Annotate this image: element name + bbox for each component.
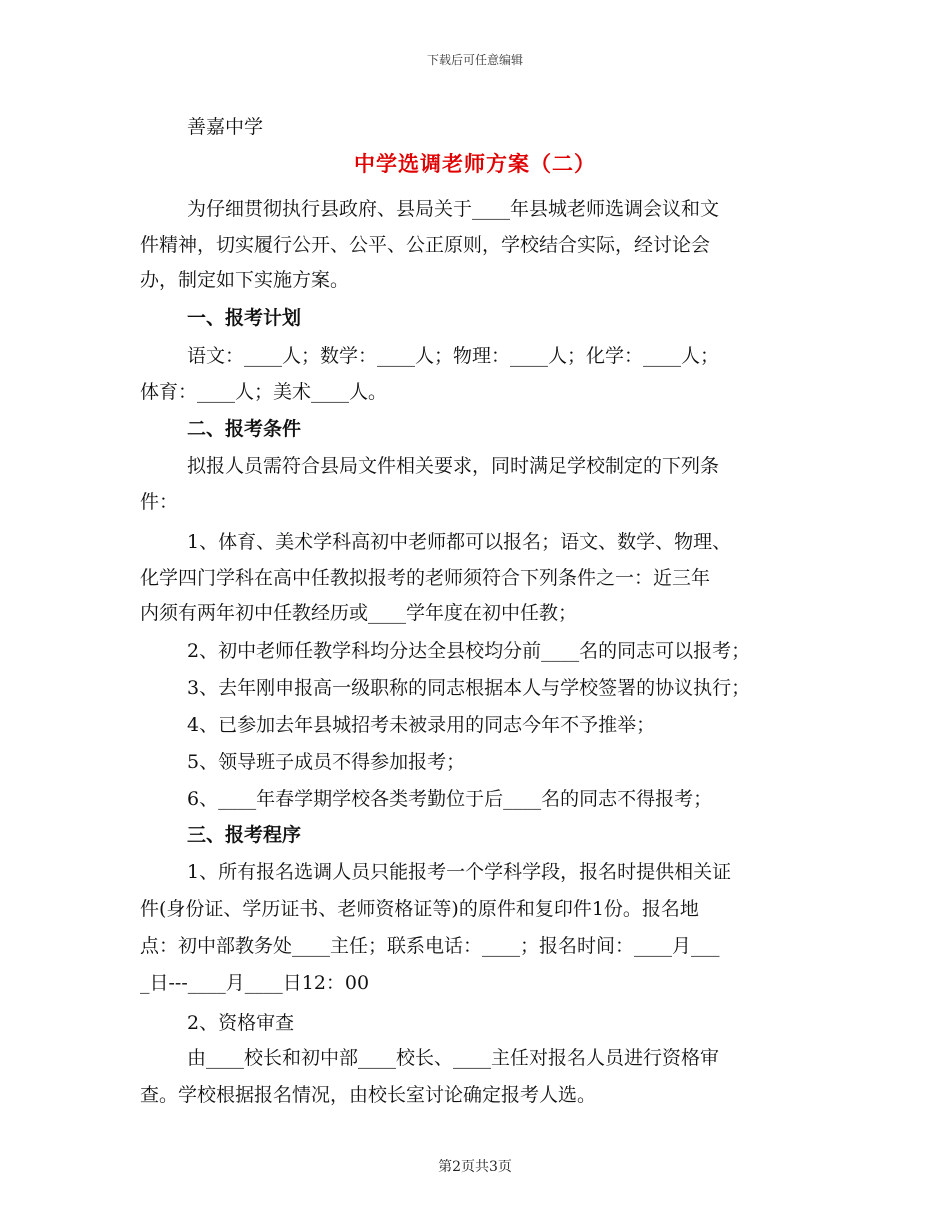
list-item: 3、去年刚申报高一级职称的同志根据本人与学校签署的协议执行； bbox=[187, 677, 751, 699]
list-item: 6、____年春学期学校各类考勤位于后____名的同志不得报考； bbox=[187, 788, 713, 810]
list-item: 5、领导班子成员不得参加报考； bbox=[187, 751, 466, 773]
paragraph-line: 件精神，切实履行公开、公平、公正原则，学校结合实际，经讨论会 bbox=[140, 234, 711, 256]
page-number: 第2页共3页 bbox=[438, 1159, 512, 1175]
header-note: 下载后可任意编辑 bbox=[426, 53, 523, 67]
paragraph-line: 化学四门学科在高中任教拟报考的老师须符合下列条件之一：近三年 bbox=[140, 567, 711, 589]
paragraph-line: 点：初中部教务处____主任；联系电话：____；报名时间：____月___ bbox=[140, 935, 720, 957]
list-item: 2、初中老师任教学科均分达全县校均分前____名的同志可以报考； bbox=[187, 640, 751, 662]
paragraph-line: 语文：____人；数学：____人；物理：____人；化学：____人； bbox=[187, 345, 720, 367]
section-heading: 三、报考程序 bbox=[187, 824, 302, 846]
document-title: 中学选调老师方案（二） bbox=[354, 151, 596, 176]
paragraph-line: 拟报人员需符合县局文件相关要求，同时满足学校制定的下列条 bbox=[187, 455, 720, 477]
paragraph-line: 查。学校根据报名情况，由校长室讨论确定报考人选。 bbox=[140, 1084, 597, 1106]
paragraph-line: 件： bbox=[140, 491, 179, 513]
list-item: 1、所有报名选调人员只能报考一个学科学段，报名时提供相关证 bbox=[187, 861, 732, 883]
list-item: 2、资格审查 bbox=[187, 1012, 295, 1034]
section-heading: 二、报考条件 bbox=[187, 418, 302, 440]
list-item: 1、体育、美术学科高初中老师都可以报名；语文、数学、物理、 bbox=[187, 531, 732, 553]
paragraph-line: _日---____月____日12：00 bbox=[140, 972, 370, 994]
paragraph-line: 为仔细贯彻执行县政府、县局关于____年县城老师选调会议和文 bbox=[187, 198, 720, 220]
paragraph-line: 办，制定如下实施方案。 bbox=[140, 269, 350, 291]
paragraph-line: 内须有两年初中任教经历或____学年度在初中任教； bbox=[140, 602, 578, 624]
list-item: 4、已参加去年县城招考未被录用的同志今年不予推举； bbox=[187, 714, 656, 736]
school-name: 善嘉中学 bbox=[187, 116, 264, 138]
paragraph-line: 由____校长和初中部____校长、____主任对报名人员进行资格审 bbox=[187, 1047, 720, 1069]
paragraph-line: 件(身份证、学历证书、老师资格证等)的原件和复印件1份。报名地 bbox=[140, 898, 699, 920]
paragraph-line: 体育：____人；美术____人。 bbox=[140, 381, 388, 403]
section-heading: 一、报考计划 bbox=[187, 307, 302, 329]
